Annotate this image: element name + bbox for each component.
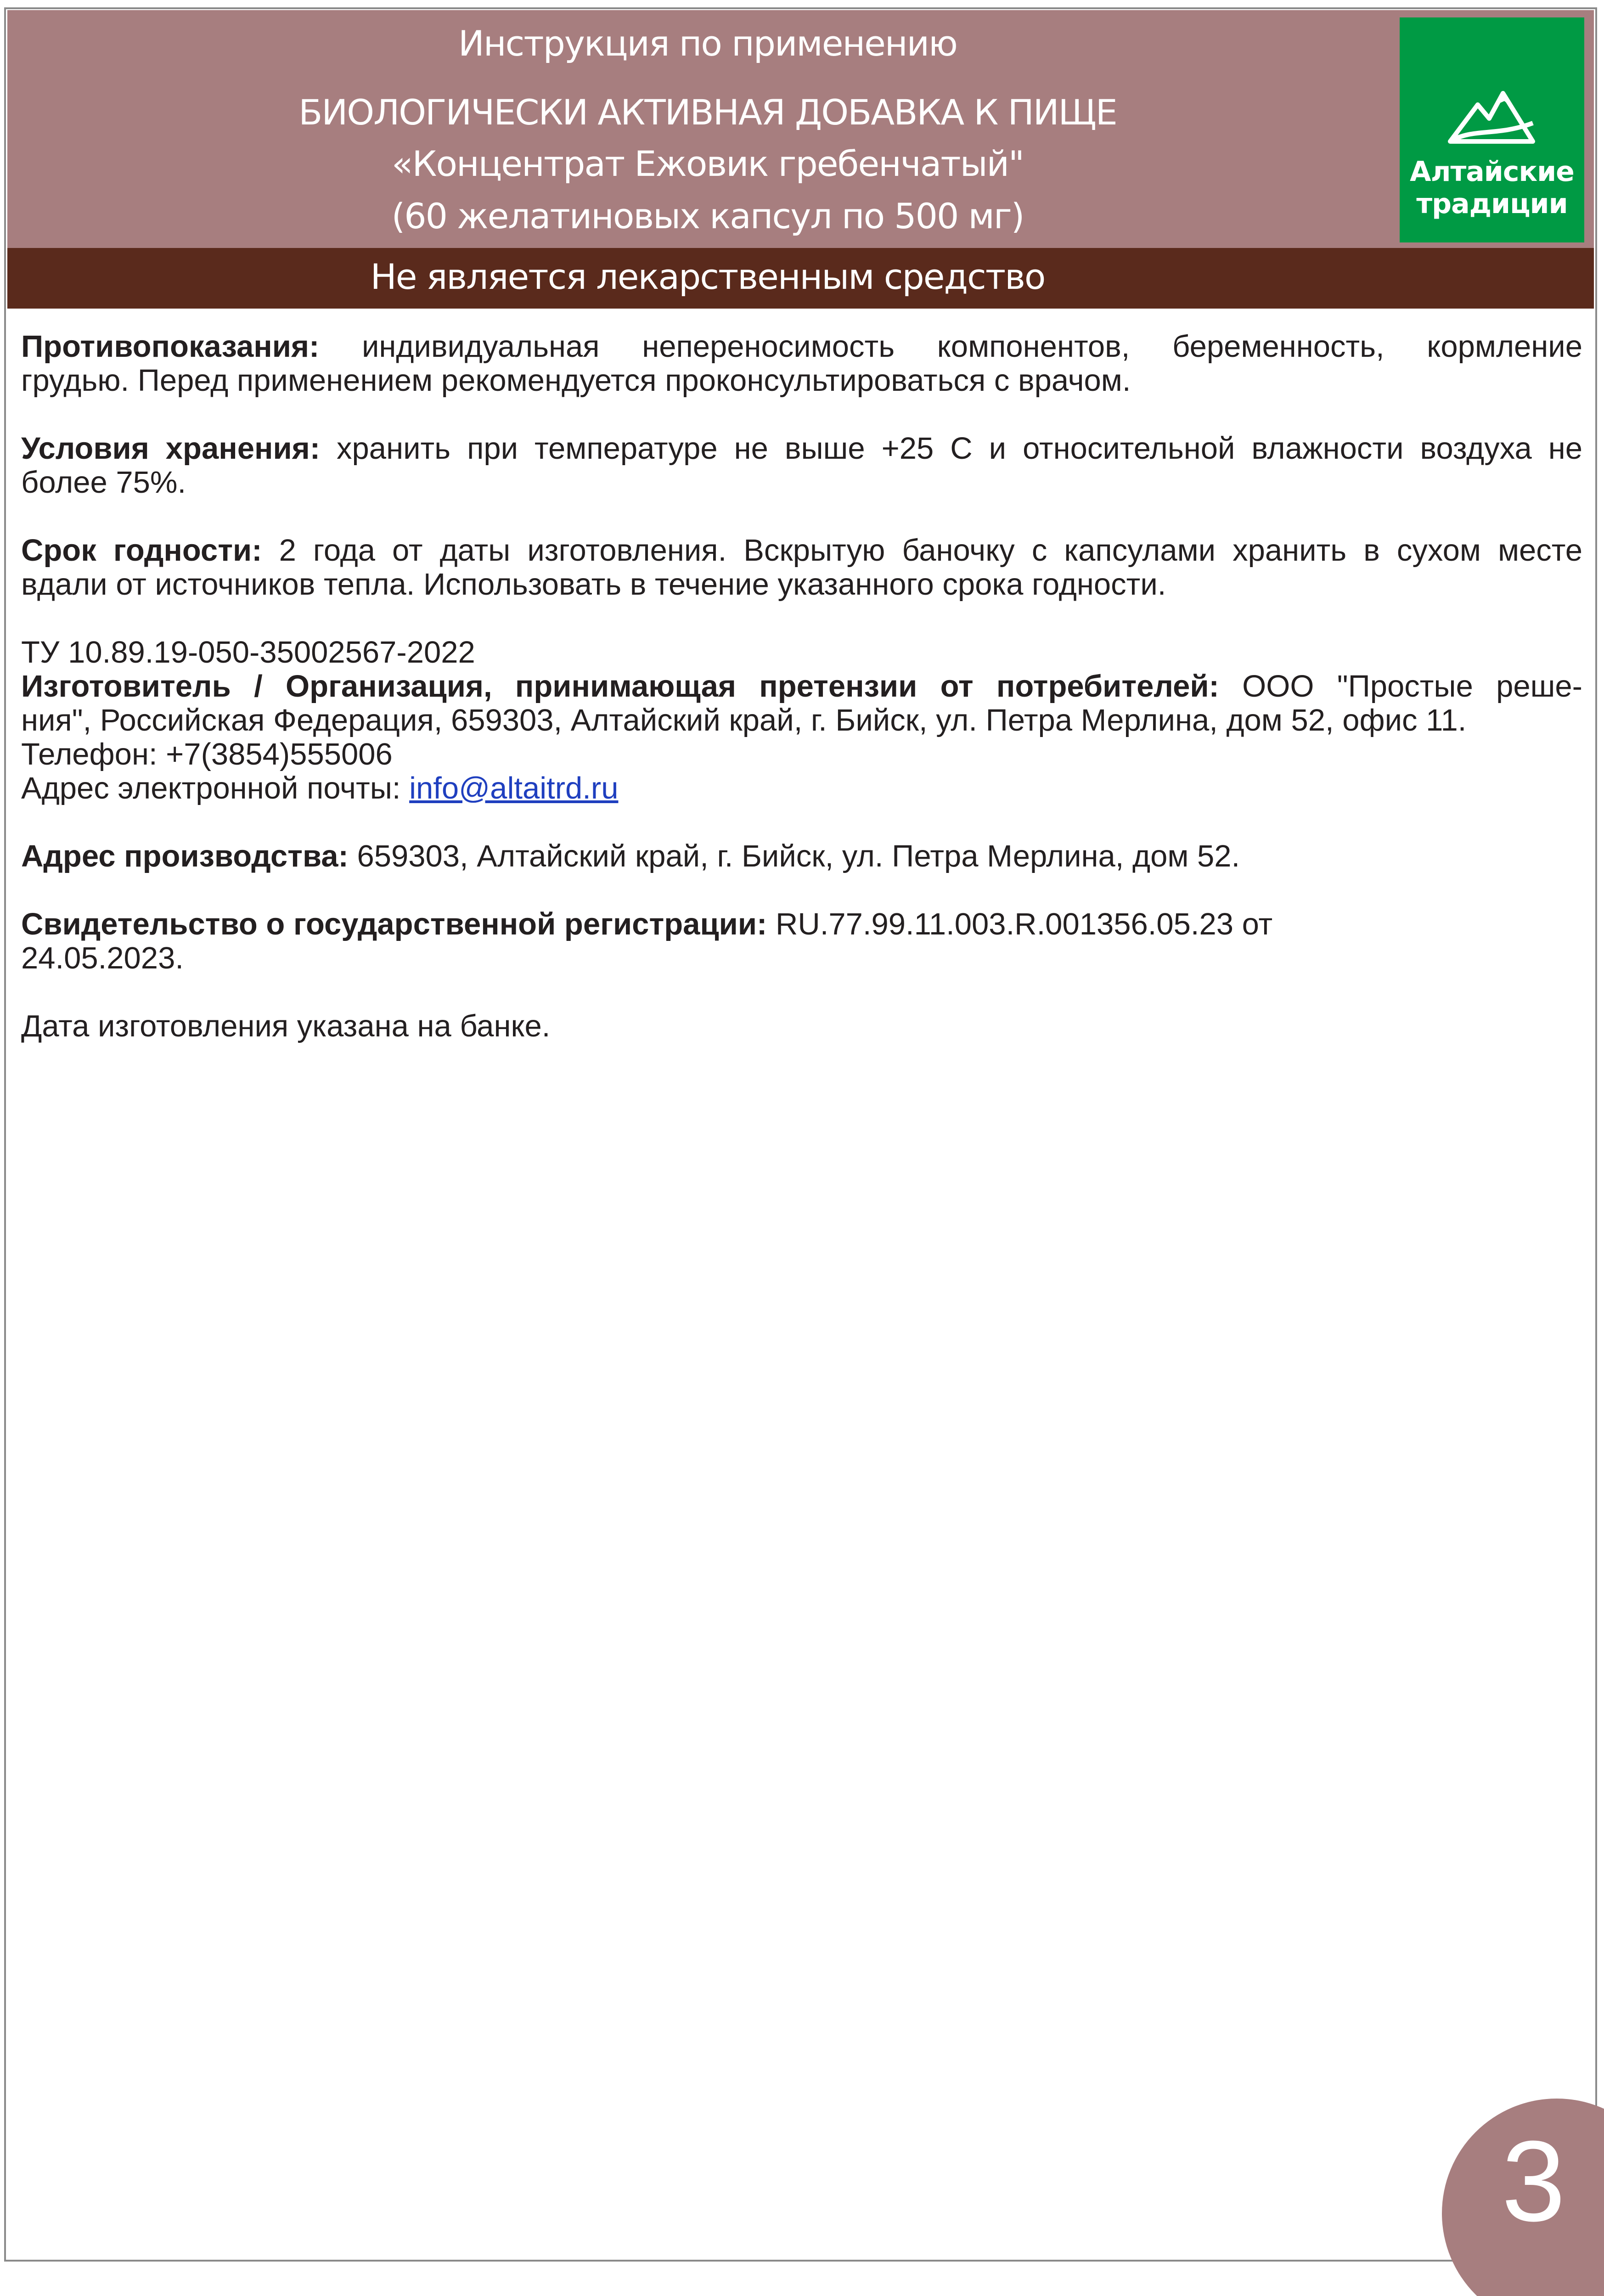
shelf-life-label: Срок годности: xyxy=(21,533,262,568)
manufacture-date-section xyxy=(21,1009,1582,1043)
logo-text-line1: Алтайские xyxy=(1410,156,1574,188)
logo-text-line2: традиции xyxy=(1416,188,1568,220)
shelf-life-section xyxy=(21,534,1582,602)
product-name: «Концентрат Ежовик гребенчатый" xyxy=(392,143,1024,184)
package-info: (60 желатиновых капсул по 500 мг) xyxy=(391,196,1024,236)
manufacturer-name: ООО "Простые реше- xyxy=(1242,669,1582,703)
storage-section xyxy=(21,432,1582,500)
manufacturer-label: Изготовитель / Организация, принимающая претензии от потребителей: xyxy=(21,669,1219,703)
registration-section xyxy=(21,907,1582,975)
manufacturer-phone: Телефон: +7(3854)555006 xyxy=(21,737,393,771)
contraindications-section xyxy=(21,330,1582,398)
registration-number: RU.77.99.11.003.R.001356.05.23 от xyxy=(775,907,1273,941)
production-address-text: 659303, Алтайский край, г. Бийск, ул. Петра Мерлина, дом 52. xyxy=(357,839,1240,873)
production-address-label: Адрес производства: xyxy=(21,839,349,873)
manufacture-date-text: Дата изготовления указана на банке. xyxy=(21,1009,551,1043)
registration-date: 24.05.2023. xyxy=(21,941,184,975)
storage-label: Условия хранения: xyxy=(21,431,321,466)
disclaimer-text: Не является лекарственным средство xyxy=(370,256,1045,297)
mountain-icon xyxy=(1446,73,1537,151)
header xyxy=(7,10,1594,248)
manufacturer-section xyxy=(21,636,1582,805)
brand-logo xyxy=(1400,17,1584,242)
tu-code: ТУ 10.89.19-050-35002567-2022 xyxy=(21,635,475,670)
page-number: 3 xyxy=(1502,2117,1566,2245)
shelf-life-text: 2 года от даты изготовления. Вскрытую баночку с капсулами хранить в сухом месте xyxy=(279,533,1583,568)
storage-text-cont: более 75%. xyxy=(21,465,186,500)
registration-label: Свидетельство о государственной регистрации: xyxy=(21,907,767,941)
document-title: Инструкция по применению xyxy=(458,23,957,64)
manufacturer-address: ния", Российская Федерация, 659303, Алтайский край, г. Бийск, ул. Петра Мерлина, дом 52, офис 11. xyxy=(21,703,1467,737)
shelf-life-text-cont: вдали от источников тепла. Использовать в течение указанного срока годности. xyxy=(21,567,1166,602)
contraindications-label: Противопоказания: xyxy=(21,329,320,364)
disclaimer-banner xyxy=(7,248,1594,309)
email-label: Адрес электронной почты: xyxy=(21,771,401,805)
contraindications-text-cont: грудью. Перед применением рекомендуется проконсультироваться с врачом. xyxy=(21,363,1131,398)
production-address-section xyxy=(21,839,1582,873)
contraindications-text: индивидуальная непереносимость компонентов, беременность, кормление xyxy=(361,329,1582,364)
product-type: БИОЛОГИЧЕСКИ АКТИВНАЯ ДОБАВКА К ПИЩЕ xyxy=(298,92,1117,133)
email-link[interactable]: info@altaitrd.ru xyxy=(409,771,619,805)
instructions-body xyxy=(21,330,1582,1077)
storage-text: хранить при температуре не выше +25 С и относительной влажности воздуха не xyxy=(337,431,1582,466)
